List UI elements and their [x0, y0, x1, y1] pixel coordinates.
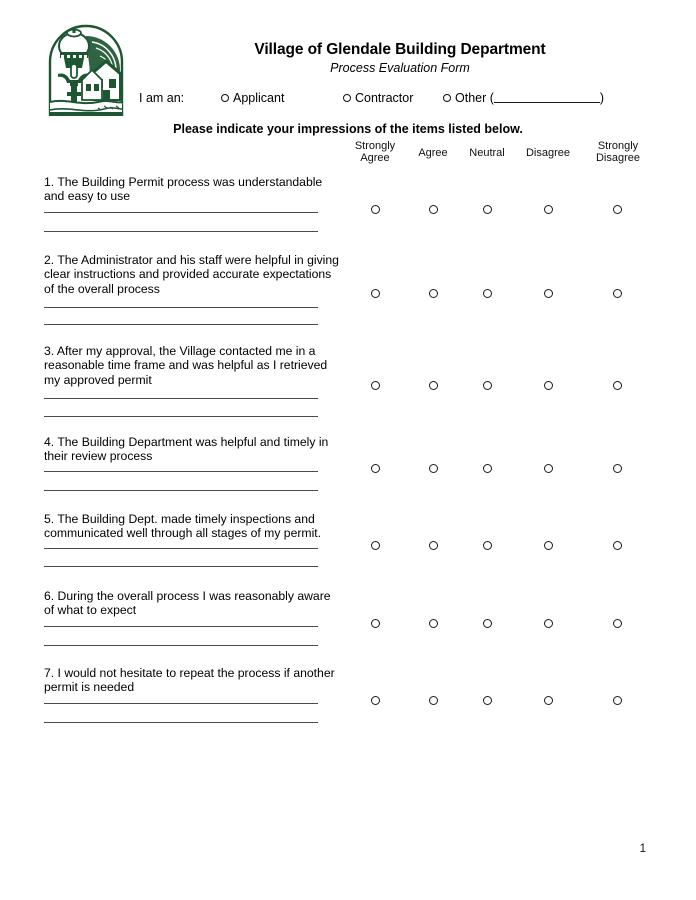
- scale-header-line1: Agree: [418, 147, 448, 159]
- radio-strongly-agree[interactable]: [371, 619, 380, 628]
- radio-strongly-agree[interactable]: [371, 696, 380, 705]
- radio-neutral[interactable]: [483, 541, 492, 550]
- radio-agree[interactable]: [429, 289, 438, 298]
- radio-strongly-disagree[interactable]: [613, 541, 622, 550]
- radio-strongly-disagree[interactable]: [613, 381, 622, 390]
- respondent-type-label: I am an:: [139, 91, 185, 105]
- radio-row-question-4: [0, 464, 696, 476]
- radio-agree[interactable]: [429, 696, 438, 705]
- scale-header-strongly-disagree: [586, 140, 650, 165]
- question-text-3: 3. After my approval, the Village contacted me in a reasonable time frame and was helpful as I retrieved my approved permit: [44, 344, 328, 387]
- comment-line[interactable]: [44, 231, 318, 232]
- radio-neutral[interactable]: [483, 381, 492, 390]
- comment-line[interactable]: [44, 722, 318, 723]
- page-title: Village of Glendale Building Department: [254, 41, 546, 58]
- radio-disagree[interactable]: [544, 205, 553, 214]
- scale-header-line1: Strongly: [354, 140, 396, 152]
- radio-row-question-5: [0, 541, 696, 553]
- respondent-option-label: Other (: [455, 91, 494, 105]
- radio-strongly-agree[interactable]: [371, 541, 380, 550]
- comment-line[interactable]: [44, 307, 318, 308]
- question-text-4: 4. The Building Department was helpful and timely in their review process: [44, 435, 329, 464]
- radio-row-question-7: [0, 696, 696, 708]
- radio-row-question-3: [0, 381, 696, 393]
- scale-header-line2: Agree: [360, 152, 390, 165]
- radio-neutral[interactable]: [483, 464, 492, 473]
- page-number: 1: [639, 843, 646, 855]
- respondent-type-row: [0, 89, 696, 111]
- radio-agree[interactable]: [429, 464, 438, 473]
- comment-line[interactable]: [44, 324, 318, 325]
- respondent-option-label: Applicant: [233, 91, 285, 105]
- radio-strongly-disagree[interactable]: [613, 289, 622, 298]
- radio-disagree[interactable]: [544, 381, 553, 390]
- respondent-option-contractor[interactable]: [343, 91, 413, 105]
- radio-row-question-1: [0, 205, 696, 217]
- question-text-5: 5. The Building Dept. made timely inspections and communicated well through all stages of my permit.: [44, 512, 322, 541]
- instruction-text: Please indicate your impressions of the items listed below.: [173, 122, 523, 136]
- question-text-2: 2. The Administrator and his staff were helpful in giving clear instructions and provided accurate expectations of the overall process: [44, 253, 339, 296]
- comment-line[interactable]: [44, 490, 318, 491]
- radio-agree[interactable]: [429, 541, 438, 550]
- comment-line[interactable]: [44, 566, 318, 567]
- scale-header-strongly-agree: [343, 140, 407, 165]
- scale-header-disagree: [516, 147, 580, 159]
- title-block: [140, 40, 660, 77]
- scale-header-line1: Disagree: [525, 147, 571, 159]
- radio-neutral[interactable]: [483, 289, 492, 298]
- radio-strongly-agree[interactable]: [371, 464, 380, 473]
- radio-circle-icon[interactable]: [221, 94, 229, 102]
- scale-header-neutral: [455, 147, 519, 159]
- page-subtitle: Process Evaluation Form: [330, 61, 470, 76]
- radio-neutral[interactable]: [483, 696, 492, 705]
- radio-disagree[interactable]: [544, 464, 553, 473]
- radio-agree[interactable]: [429, 381, 438, 390]
- radio-disagree[interactable]: [544, 541, 553, 550]
- comment-line[interactable]: [44, 645, 318, 646]
- scale-header-line1: Strongly: [597, 140, 639, 152]
- radio-disagree[interactable]: [544, 619, 553, 628]
- radio-agree[interactable]: [429, 619, 438, 628]
- radio-strongly-disagree[interactable]: [613, 464, 622, 473]
- radio-disagree[interactable]: [544, 696, 553, 705]
- radio-row-question-2: [0, 289, 696, 301]
- radio-strongly-agree[interactable]: [371, 381, 380, 390]
- radio-strongly-agree[interactable]: [371, 205, 380, 214]
- radio-strongly-disagree[interactable]: [613, 696, 622, 705]
- comment-line[interactable]: [44, 398, 318, 399]
- scale-header-line2: Disagree: [595, 152, 641, 165]
- question-text-7: 7. I would not hesitate to repeat the process if another permit is needed: [44, 666, 335, 695]
- other-text-input[interactable]: [494, 91, 600, 103]
- question-text-1: 1. The Building Permit process was understandable and easy to use: [44, 175, 323, 204]
- radio-strongly-disagree[interactable]: [613, 205, 622, 214]
- radio-strongly-agree[interactable]: [371, 289, 380, 298]
- radio-agree[interactable]: [429, 205, 438, 214]
- radio-circle-icon[interactable]: [343, 94, 351, 102]
- radio-neutral[interactable]: [483, 205, 492, 214]
- comment-line[interactable]: [44, 416, 318, 417]
- scale-header-line1: Neutral: [469, 147, 505, 159]
- radio-disagree[interactable]: [544, 289, 553, 298]
- radio-circle-icon[interactable]: [443, 94, 451, 102]
- respondent-option-other[interactable]: [443, 91, 604, 105]
- radio-neutral[interactable]: [483, 619, 492, 628]
- radio-row-question-6: [0, 619, 696, 631]
- respondent-option-applicant[interactable]: [221, 91, 284, 105]
- other-close-paren: ): [599, 91, 605, 105]
- radio-strongly-disagree[interactable]: [613, 619, 622, 628]
- respondent-option-label: Contractor: [355, 91, 414, 105]
- question-text-6: 6. During the overall process I was reasonably aware of what to expect: [44, 589, 331, 618]
